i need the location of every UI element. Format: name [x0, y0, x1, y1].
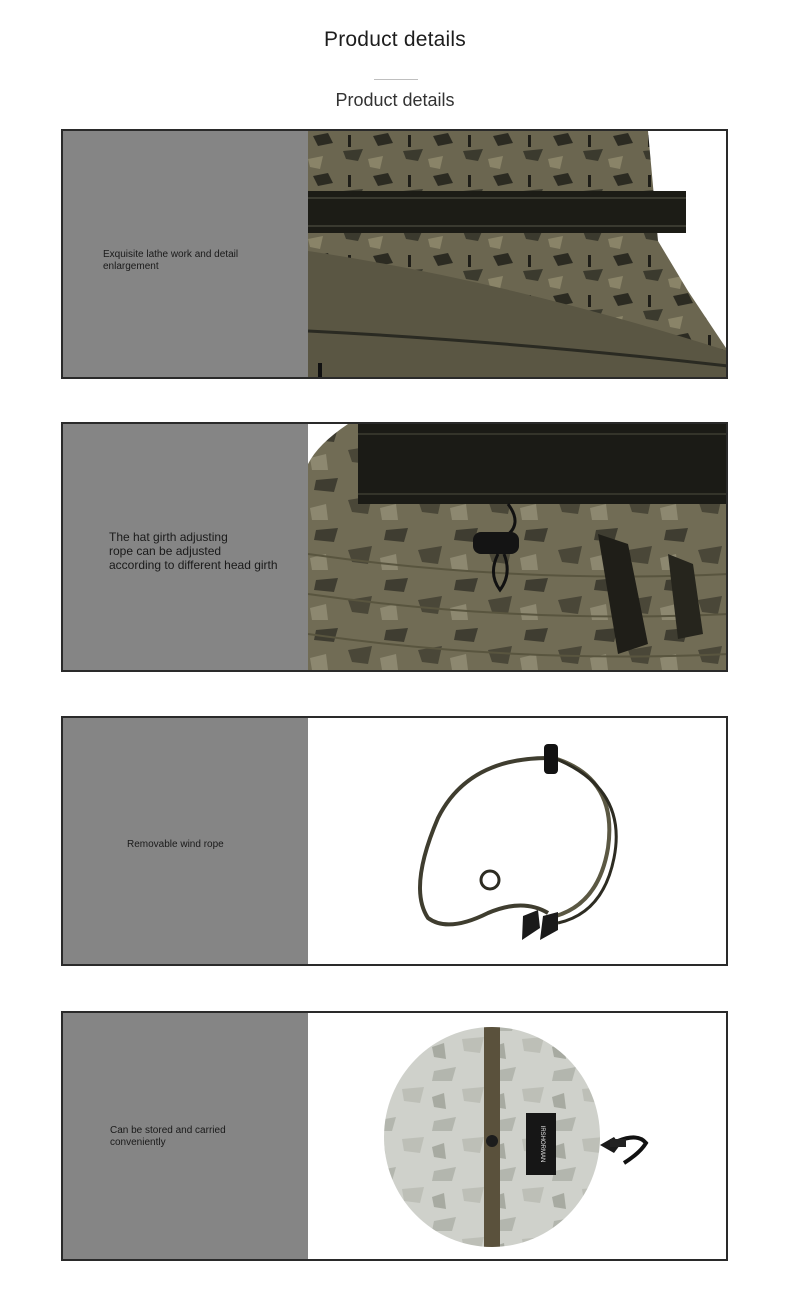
page-title: Product details: [324, 28, 466, 51]
folded-hat-pouch-image: [308, 1013, 726, 1259]
detail-panel-2: [61, 422, 728, 672]
caption-text: Can be stored and carried conveniently: [110, 1125, 226, 1148]
page-subtitle: Product details: [335, 90, 455, 110]
wind-rope-image: [308, 718, 726, 964]
caption-text: Removable wind rope: [127, 839, 224, 850]
caption-text: Exquisite lathe work and detail enlargement: [103, 249, 239, 272]
caption-text: The hat girth adjusting rope can be adjusted according to different head girth: [109, 530, 278, 572]
title-divider: [374, 79, 418, 80]
brand-label: IRSHORMAN: [539, 1125, 545, 1163]
detail-panel-1: [61, 129, 728, 379]
detail-panel-4: [61, 1011, 728, 1261]
detail-panel-3: [61, 716, 728, 966]
hat-drawcord-toggle-image: [308, 424, 726, 670]
hat-brim-closeup-image: [308, 131, 726, 377]
